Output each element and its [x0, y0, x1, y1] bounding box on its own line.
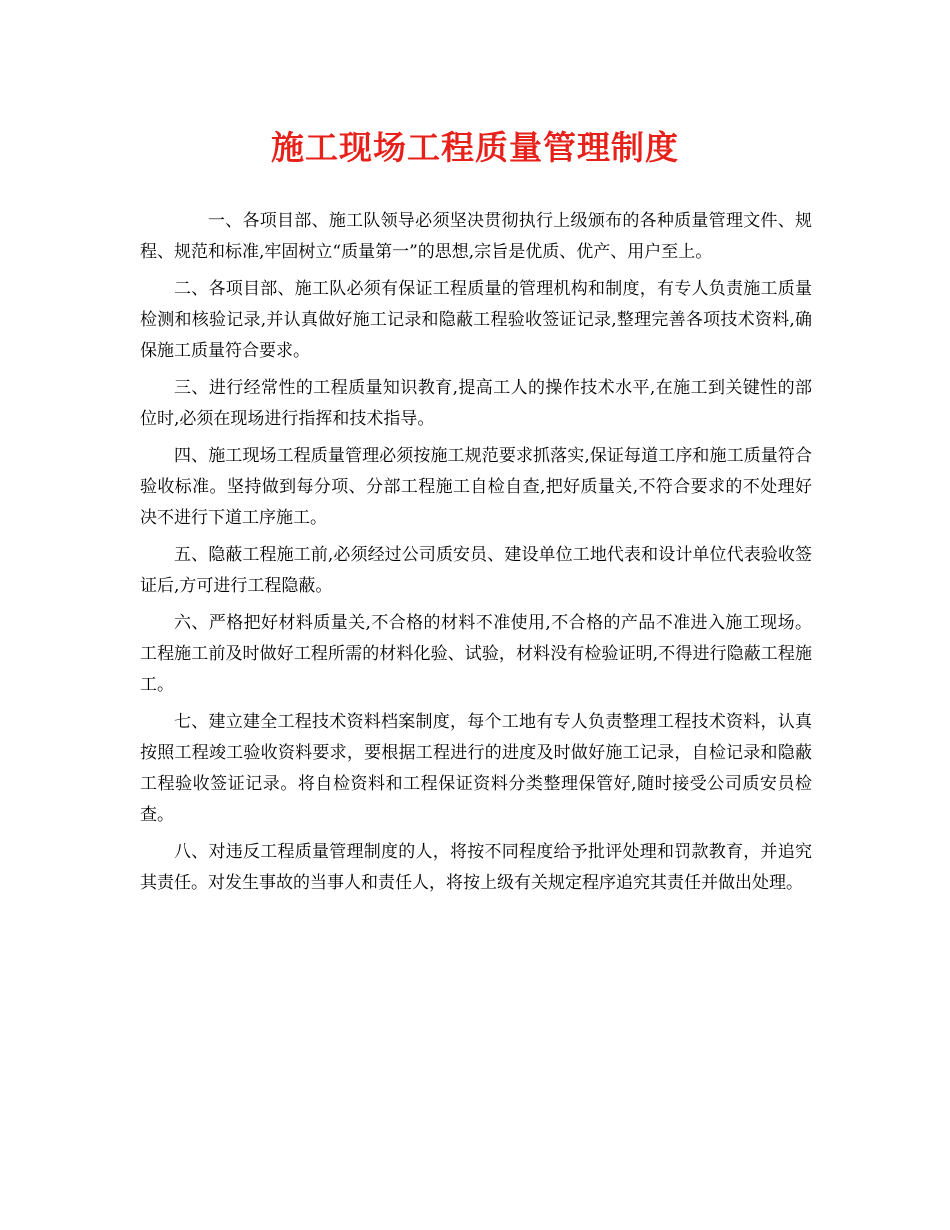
paragraph-3: 三、进行经常性的工程质量知识教育,提高工人的操作技术水平,在施工到关键性的部位时,必须在现场进行指挥和技术指导。 [140, 378, 812, 429]
paragraph-1: 一、各项目部、施工队领导必须坚决贯彻执行上级颁布的各种质量管理文件、规程、规范和标准,牢固树立“质量第一”的思想,宗旨是优质、优产、用户至上。 [140, 211, 812, 262]
paragraph-5: 五、隐蔽工程施工前,必须经过公司质安员、建设单位工地代表和设计单位代表验收签证后,方可进行工程隐蔽。 [140, 545, 812, 596]
document-title: 施工现场工程质量管理制度 [271, 128, 679, 167]
document-body [140, 206, 812, 905]
paragraph-6: 六、严格把好材料质量关,不合格的材料不准使用,不合格的产品不准进入施工现场。工程施工前及时做好工程所需的材料化验、试验，材料没有检验证明,不得进行隐蔽工程施工。 [140, 613, 812, 695]
paragraph-7: 七、建立建全工程技术资料档案制度，每个工地有专人负责整理工程技术资料，认真按照工程竣工验收资料要求，要根据工程进行的进度及时做好施工记录，自检记录和隐蔽工程验收签证记录。将自检资料和工程保证资料分类整理保管好,随时接受公司质安员检查。 [140, 712, 812, 825]
paragraph-8: 八、对违反工程质量管理制度的人，将按不同程度给予批评处理和罚款教育，并追究其责任。对发生事故的当事人和责任人，将按上级有关规定程序追究其责任并做出处理。 [140, 842, 812, 893]
paragraph-4: 四、施工现场工程质量管理必须按施工规范要求抓落实,保证每道工序和施工质量符合验收标准。坚持做到每分项、分部工程施工自检自查,把好质量关,不符合要求的不处理好决不进行下道工序施工。 [140, 446, 812, 528]
paragraph-2: 二、各项目部、施工队必须有保证工程质量的管理机构和制度，有专人负责施工质量检测和核验记录,并认真做好施工记录和隐蔽工程验收签证记录,整理完善各项技术资料,确保施工质量符合要求。 [140, 279, 812, 361]
